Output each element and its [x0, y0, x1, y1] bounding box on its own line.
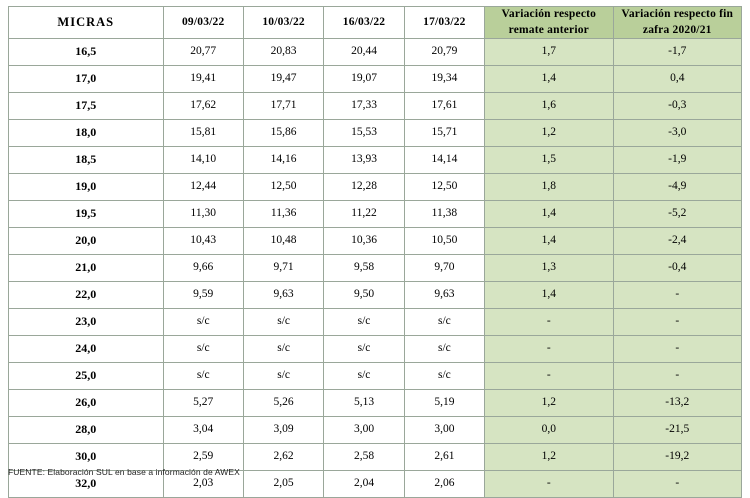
- cell-variation-previous: 1,4: [485, 228, 613, 255]
- cell-variation-season: 0,4: [613, 66, 741, 93]
- cell-value-1: 2,59: [163, 444, 243, 471]
- cell-value-4: 2,61: [404, 444, 484, 471]
- cell-value-3: 5,13: [324, 390, 404, 417]
- cell-value-4: 9,63: [404, 282, 484, 309]
- cell-variation-season: -0,3: [613, 93, 741, 120]
- cell-variation-season: -: [613, 363, 741, 390]
- cell-value-4: 5,19: [404, 390, 484, 417]
- cell-variation-season: -5,2: [613, 201, 741, 228]
- cell-value-4: s/c: [404, 336, 484, 363]
- cell-micras: 17,0: [9, 66, 164, 93]
- cell-value-4: 19,34: [404, 66, 484, 93]
- cell-variation-previous: -: [485, 471, 613, 498]
- table-body: [9, 39, 742, 498]
- header-row: [9, 7, 742, 39]
- cell-value-1: 5,27: [163, 390, 243, 417]
- cell-micras: 19,0: [9, 174, 164, 201]
- table-row: [9, 174, 742, 201]
- cell-value-1: 9,59: [163, 282, 243, 309]
- column-header-date-3: 16/03/22: [324, 7, 404, 39]
- table-row: [9, 228, 742, 255]
- cell-variation-season: -4,9: [613, 174, 741, 201]
- column-header-variation-season: Variación respecto fin zafra 2020/21: [613, 7, 741, 39]
- cell-variation-previous: 1,2: [485, 120, 613, 147]
- cell-value-3: 19,07: [324, 66, 404, 93]
- cell-value-2: 2,62: [243, 444, 323, 471]
- cell-value-3: 17,33: [324, 93, 404, 120]
- table-row: [9, 93, 742, 120]
- source-note: FUENTE: Elaboración SUL en base a información de AWEX: [8, 467, 240, 477]
- cell-value-2: 11,36: [243, 201, 323, 228]
- cell-value-4: 2,06: [404, 471, 484, 498]
- cell-variation-previous: 1,3: [485, 255, 613, 282]
- cell-variation-previous: 1,6: [485, 93, 613, 120]
- cell-variation-season: -: [613, 336, 741, 363]
- cell-value-3: 3,00: [324, 417, 404, 444]
- cell-variation-season: -21,5: [613, 417, 741, 444]
- cell-variation-previous: 1,2: [485, 390, 613, 417]
- cell-micras: 21,0: [9, 255, 164, 282]
- wool-price-table: [8, 6, 742, 498]
- cell-value-1: 10,43: [163, 228, 243, 255]
- cell-variation-previous: -: [485, 363, 613, 390]
- cell-value-1: 2,03: [163, 471, 243, 498]
- cell-value-3: s/c: [324, 336, 404, 363]
- cell-value-1: 14,10: [163, 147, 243, 174]
- column-header-variation-previous: Variación respecto remate anterior: [485, 7, 613, 39]
- cell-value-1: 19,41: [163, 66, 243, 93]
- cell-value-2: 9,71: [243, 255, 323, 282]
- cell-value-2: 2,05: [243, 471, 323, 498]
- cell-variation-season: -0,4: [613, 255, 741, 282]
- table-row: [9, 363, 742, 390]
- table-row: [9, 390, 742, 417]
- cell-value-2: 10,48: [243, 228, 323, 255]
- cell-value-4: 17,61: [404, 93, 484, 120]
- cell-micras: 25,0: [9, 363, 164, 390]
- cell-value-1: 17,62: [163, 93, 243, 120]
- cell-variation-season: -: [613, 471, 741, 498]
- cell-variation-season: -19,2: [613, 444, 741, 471]
- cell-value-3: 15,53: [324, 120, 404, 147]
- cell-variation-season: -1,7: [613, 39, 741, 66]
- column-header-date-2: 10/03/22: [243, 7, 323, 39]
- cell-value-2: s/c: [243, 336, 323, 363]
- cell-value-3: 20,44: [324, 39, 404, 66]
- cell-variation-previous: 1,4: [485, 66, 613, 93]
- cell-value-3: 2,58: [324, 444, 404, 471]
- cell-micras: 24,0: [9, 336, 164, 363]
- column-header-date-1: 09/03/22: [163, 7, 243, 39]
- cell-value-3: s/c: [324, 363, 404, 390]
- cell-variation-season: -1,9: [613, 147, 741, 174]
- cell-value-2: 20,83: [243, 39, 323, 66]
- cell-value-3: 2,04: [324, 471, 404, 498]
- cell-variation-previous: 1,5: [485, 147, 613, 174]
- cell-variation-season: -: [613, 282, 741, 309]
- cell-variation-previous: 1,7: [485, 39, 613, 66]
- cell-variation-previous: 1,4: [485, 201, 613, 228]
- cell-micras: 30,0: [9, 444, 164, 471]
- cell-variation-season: -3,0: [613, 120, 741, 147]
- cell-value-2: 17,71: [243, 93, 323, 120]
- table-row: [9, 336, 742, 363]
- cell-value-2: 14,16: [243, 147, 323, 174]
- cell-value-3: 9,50: [324, 282, 404, 309]
- cell-variation-season: -: [613, 309, 741, 336]
- cell-value-2: 19,47: [243, 66, 323, 93]
- cell-micras: 28,0: [9, 417, 164, 444]
- cell-value-1: 15,81: [163, 120, 243, 147]
- cell-value-4: 15,71: [404, 120, 484, 147]
- cell-value-3: s/c: [324, 309, 404, 336]
- table-row: [9, 255, 742, 282]
- cell-value-1: s/c: [163, 309, 243, 336]
- table-row: [9, 282, 742, 309]
- cell-value-4: 14,14: [404, 147, 484, 174]
- cell-variation-season: -13,2: [613, 390, 741, 417]
- cell-value-3: 13,93: [324, 147, 404, 174]
- cell-value-2: 5,26: [243, 390, 323, 417]
- column-header-date-4: 17/03/22: [404, 7, 484, 39]
- cell-micras: 20,0: [9, 228, 164, 255]
- cell-value-4: s/c: [404, 309, 484, 336]
- cell-variation-season: -2,4: [613, 228, 741, 255]
- cell-value-2: s/c: [243, 309, 323, 336]
- cell-value-1: s/c: [163, 363, 243, 390]
- table-row: [9, 201, 742, 228]
- cell-value-2: 3,09: [243, 417, 323, 444]
- cell-value-1: s/c: [163, 336, 243, 363]
- cell-value-2: 12,50: [243, 174, 323, 201]
- cell-value-2: 15,86: [243, 120, 323, 147]
- cell-value-3: 9,58: [324, 255, 404, 282]
- cell-value-1: 12,44: [163, 174, 243, 201]
- cell-value-4: 12,50: [404, 174, 484, 201]
- cell-micras: 22,0: [9, 282, 164, 309]
- cell-value-4: s/c: [404, 363, 484, 390]
- cell-micras: 18,5: [9, 147, 164, 174]
- column-header-micras: MICRAS: [9, 7, 164, 39]
- cell-variation-previous: 1,8: [485, 174, 613, 201]
- table-header: [9, 7, 742, 39]
- table-row: [9, 120, 742, 147]
- cell-micras: 23,0: [9, 309, 164, 336]
- cell-micras: 32,0: [9, 471, 164, 498]
- table-row: [9, 39, 742, 66]
- cell-value-1: 11,30: [163, 201, 243, 228]
- cell-value-4: 10,50: [404, 228, 484, 255]
- cell-micras: 17,5: [9, 93, 164, 120]
- cell-variation-previous: 1,4: [485, 282, 613, 309]
- cell-variation-previous: 1,2: [485, 444, 613, 471]
- cell-micras: 19,5: [9, 201, 164, 228]
- cell-value-2: s/c: [243, 363, 323, 390]
- cell-value-4: 3,00: [404, 417, 484, 444]
- cell-micras: 16,5: [9, 39, 164, 66]
- table-row: [9, 66, 742, 93]
- cell-value-4: 20,79: [404, 39, 484, 66]
- cell-variation-previous: 0,0: [485, 417, 613, 444]
- cell-value-3: 11,22: [324, 201, 404, 228]
- cell-value-1: 20,77: [163, 39, 243, 66]
- table-row: [9, 309, 742, 336]
- cell-value-4: 9,70: [404, 255, 484, 282]
- cell-value-3: 12,28: [324, 174, 404, 201]
- cell-value-3: 10,36: [324, 228, 404, 255]
- cell-variation-previous: -: [485, 309, 613, 336]
- cell-value-1: 3,04: [163, 417, 243, 444]
- cell-value-1: 9,66: [163, 255, 243, 282]
- table-row: [9, 147, 742, 174]
- cell-variation-previous: -: [485, 336, 613, 363]
- cell-micras: 26,0: [9, 390, 164, 417]
- cell-value-2: 9,63: [243, 282, 323, 309]
- table-row: [9, 417, 742, 444]
- cell-micras: 18,0: [9, 120, 164, 147]
- cell-value-4: 11,38: [404, 201, 484, 228]
